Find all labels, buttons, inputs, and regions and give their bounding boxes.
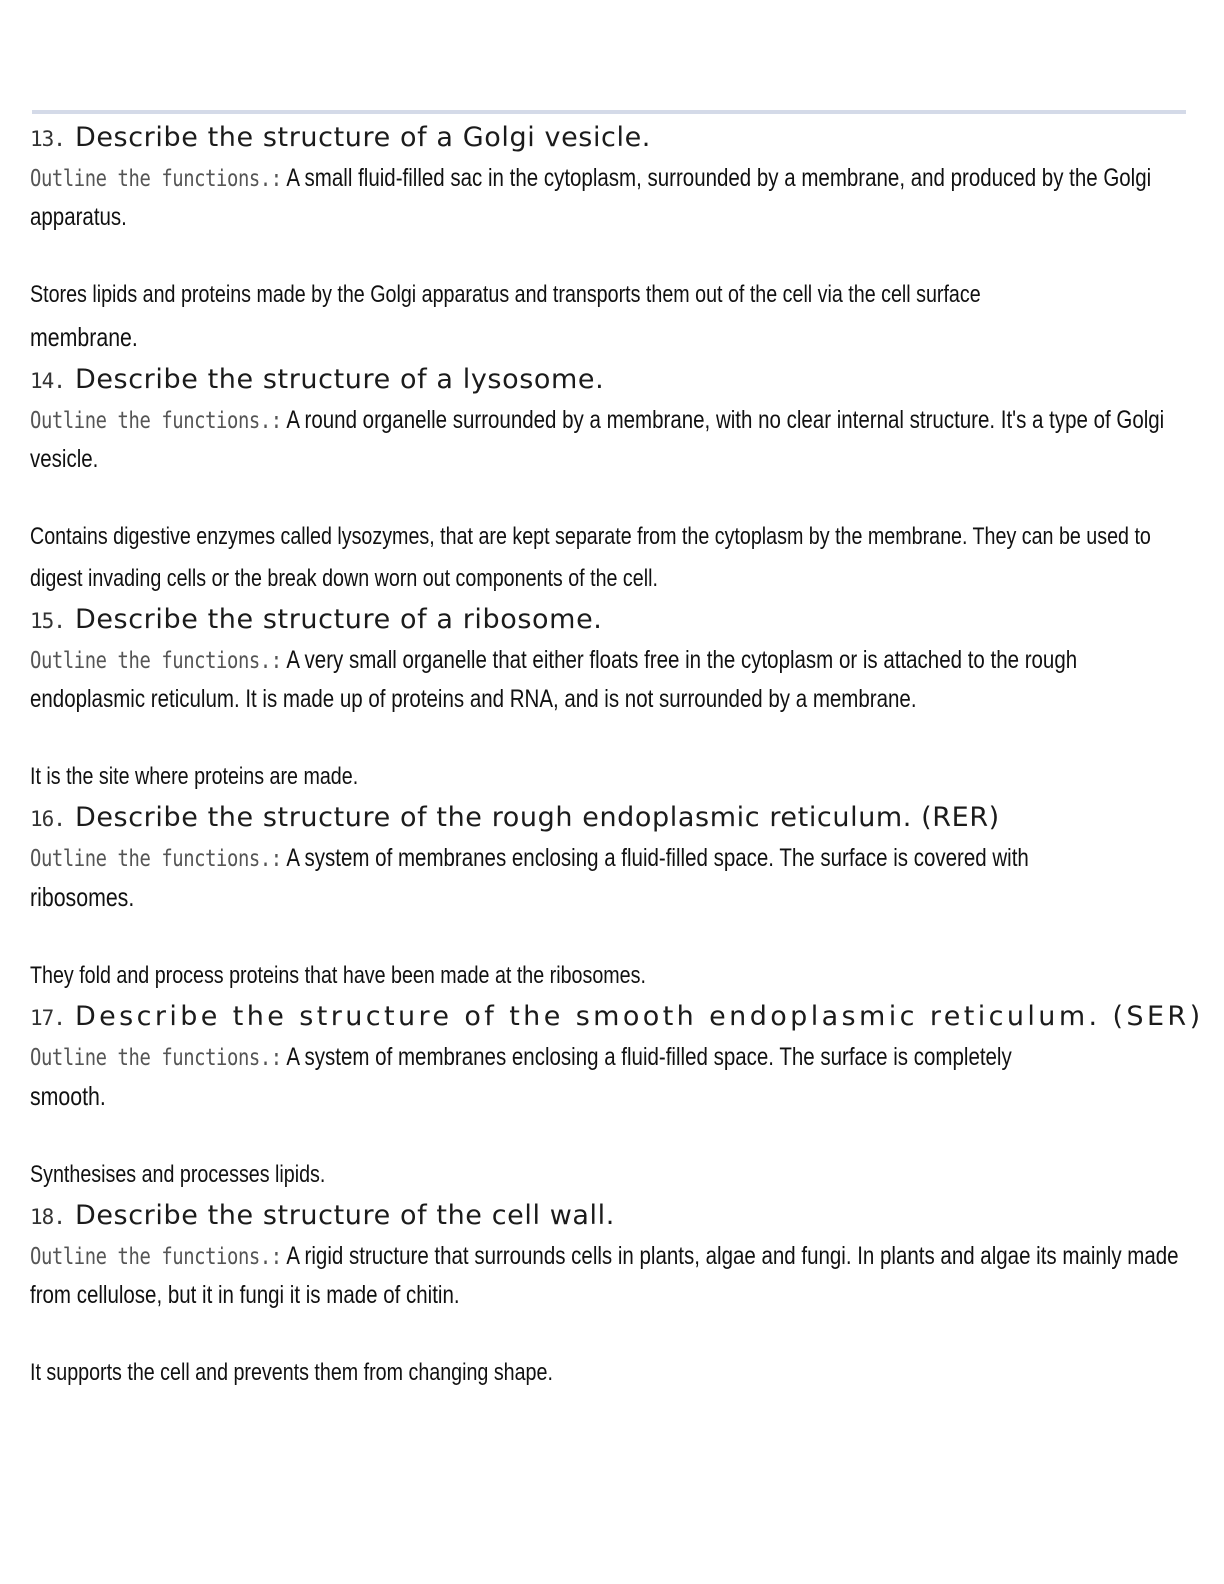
function-tail: membrane. bbox=[30, 322, 138, 352]
question-text: Describe the structure of a lysosome. bbox=[74, 364, 605, 395]
function-answer bbox=[30, 756, 1186, 798]
question-number: 17. bbox=[30, 1006, 65, 1030]
question-text: Describe the structure of a Golgi vesicle. bbox=[74, 122, 651, 153]
question-heading bbox=[30, 360, 1186, 401]
function-answer bbox=[30, 1352, 1186, 1394]
function-text: Synthesises and processes lipids. bbox=[30, 1161, 326, 1188]
question-text: Describe the structure of the rough endoplasmic reticulum. (RER) bbox=[74, 802, 1000, 833]
structure-answer bbox=[30, 401, 1186, 478]
question-number: 13. bbox=[30, 127, 65, 151]
structure-answer bbox=[30, 641, 1186, 718]
structure-tail: ribosomes. bbox=[30, 882, 135, 912]
document-body bbox=[30, 118, 1204, 1394]
question-number: 14. bbox=[30, 369, 65, 393]
function-text: Stores lipids and proteins made by the Golgi apparatus and transports them out of the cell via the cell surface bbox=[30, 281, 981, 308]
answer-prefix: Outline the functions.: bbox=[30, 1244, 282, 1270]
question-heading bbox=[30, 798, 1186, 839]
structure-answer bbox=[30, 1237, 1186, 1314]
answer-prefix: Outline the functions.: bbox=[30, 1045, 282, 1071]
structure-text: A small fluid-filled sac in the cytoplasm, surrounded by a membrane, and produced by the Golgi apparatus. bbox=[30, 164, 1152, 231]
structure-text: A round organelle surrounded by a membrane, with no clear internal structure. It's a type of Golgi vesicle. bbox=[30, 406, 1165, 473]
question-heading bbox=[30, 997, 1204, 1038]
section-18 bbox=[30, 1196, 1186, 1394]
structure-answer bbox=[30, 839, 1186, 917]
question-text: Describe the structure of the cell wall. bbox=[74, 1200, 615, 1231]
section-13 bbox=[30, 118, 1186, 360]
structure-answer bbox=[30, 159, 1186, 236]
question-heading bbox=[30, 1196, 1186, 1237]
answer-prefix: Outline the functions.: bbox=[30, 846, 282, 872]
function-answer bbox=[30, 955, 1186, 997]
question-text: Describe the structure of a ribosome. bbox=[74, 604, 603, 635]
question-number: 15. bbox=[30, 609, 65, 633]
function-text: They fold and process proteins that have been made at the ribosomes. bbox=[30, 962, 646, 989]
question-number: 16. bbox=[30, 807, 65, 831]
question-heading bbox=[30, 600, 1186, 641]
structure-text: A rigid structure that surrounds cells in plants, algae and fungi. In plants and algae its mainly made from cellulose, but it in fungi it is made of chitin. bbox=[30, 1242, 1179, 1309]
question-heading bbox=[30, 118, 1186, 159]
question-number: 18. bbox=[30, 1205, 65, 1229]
structure-tail: smooth. bbox=[30, 1081, 106, 1111]
answer-prefix: Outline the functions.: bbox=[30, 166, 282, 192]
function-answer bbox=[30, 274, 1186, 360]
structure-text: A system of membranes enclosing a fluid-filled space. The surface is covered with bbox=[286, 844, 1029, 872]
top-divider bbox=[32, 110, 1186, 114]
section-17 bbox=[30, 997, 1204, 1196]
structure-text: A system of membranes enclosing a fluid-filled space. The surface is completely bbox=[286, 1043, 1012, 1071]
function-text: Contains digestive enzymes called lysozymes, that are kept separate from the cytoplasm by the membrane. They can be used to digest invading cells or the break down worn out components of the cell. bbox=[30, 523, 1151, 592]
function-answer bbox=[30, 516, 1186, 600]
structure-text: A very small organelle that either floats free in the cytoplasm or is attached to the rough endoplasmic reticulum. It is made up of proteins and RNA, and is not surrounded by a membrane. bbox=[30, 646, 1078, 713]
question-text: Describe the structure of the smooth endoplasmic reticulum. (SER) bbox=[74, 1001, 1204, 1032]
function-answer bbox=[30, 1154, 1186, 1196]
answer-prefix: Outline the functions.: bbox=[30, 408, 282, 434]
structure-answer bbox=[30, 1038, 1186, 1116]
section-15 bbox=[30, 600, 1186, 798]
section-16 bbox=[30, 798, 1186, 997]
function-text: It is the site where proteins are made. bbox=[30, 763, 359, 790]
function-text: It supports the cell and prevents them from changing shape. bbox=[30, 1359, 553, 1386]
answer-prefix: Outline the functions.: bbox=[30, 648, 282, 674]
section-14 bbox=[30, 360, 1186, 600]
